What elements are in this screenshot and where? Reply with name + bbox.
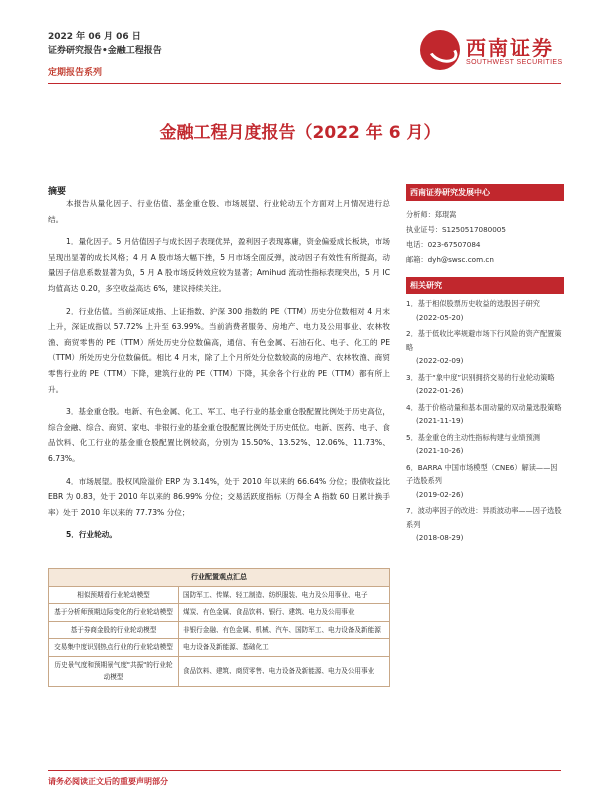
related-date: (2019-02-26) [416, 489, 464, 499]
table-cell-industries: 电力设备及新能源、基础化工 [179, 639, 390, 657]
related-title: 4．基于价格动量和基本面动量的双动量选股策略 [406, 402, 562, 412]
related-research-list [406, 297, 564, 545]
related-research-header: 相关研究 [406, 277, 564, 294]
report-date: 2022 年 06 月 06 日 [48, 32, 141, 42]
analyst-phone: 电话：023-67507084 [406, 240, 481, 249]
related-title: 7．波动率因子的改进：异质波动率——因子选股系列 [406, 506, 562, 529]
related-date: (2018-08-29) [416, 533, 464, 542]
list-item[interactable] [406, 504, 564, 545]
table-row [49, 621, 390, 639]
table-cell-industries: 煤炭、有色金属、食品饮料、银行、建筑、电力及公用事业 [179, 604, 390, 622]
related-title: 1．基于相似股票历史收益的选股因子研究 [406, 299, 540, 308]
section-industry-valuation: 2．行业估值。当前深证成指、上证指数、沪深 300 指数的 PE（TTM）历史分位数相对 4 月末上升，深证成指以 57.72% 上升至 63.99%。当前消费者服务、房地产、电力及公用事业、农林牧渔、商贸零售的 PE（TTM）所处历史分位数偏高，通信、有色金属、石油石化、电子、化工的 PE（TTM）所处历史分位数偏低。相比 4 月末，除了上个月所处分位数较高的房地产、农林牧渔、商贸零售行业的 PE（TTM）下降，建筑行业的 PE（TTM）下降，其余各个行业的 PE（TTM）都有所上升。 [48, 306, 390, 394]
abstract-body [48, 196, 390, 549]
table-row [49, 604, 390, 622]
related-date: (2021-10-26) [416, 446, 464, 455]
related-date: (2022-05-20) [416, 312, 464, 322]
abstract-label: 摘要 [48, 187, 67, 197]
related-title: 6．BARRA 中国市场模型（CNE6）解读——因子选股系列 [406, 462, 558, 485]
table-row [49, 656, 390, 686]
section-industry-rotation: 5．行业轮动。 [66, 530, 117, 540]
company-logo [420, 28, 570, 74]
table-cell-industries: 国防军工、传媒、轻工制造、纺织服装、电力及公用事业、电子 [179, 586, 390, 604]
list-item[interactable] [406, 327, 564, 368]
logo-name: 西南证券 [466, 36, 554, 60]
table-cell-industries: 非银行金融、有色金属、机械、汽车、国防军工、电力设备及新能源 [179, 621, 390, 639]
sidebar [406, 184, 564, 548]
abstract-intro: 本报告从量化因子、行业估值、基金重仓股、市场展望、行业轮动五个方面对上月情况进行总结。 [48, 199, 390, 224]
related-title: 5．基金重仓的主动性指标构建与业绩预测 [406, 432, 540, 442]
logo-english-name: SOUTHWEST SECURITIES [466, 59, 563, 66]
industry-config-table [48, 568, 390, 687]
list-item[interactable] [406, 431, 564, 458]
research-center-header: 西南证券研究发展中心 [406, 184, 564, 201]
related-date: (2022-02-09) [416, 356, 464, 365]
section-market-outlook: 4．市场展望。股权风险溢价 ERP 为 3.14%，处于 2010 年以来的 66.64% 分位；股债收益比 EBR 为 0.83，处于 2010 年以来的 86.99% 分位；交易活跃度指标（万得全 A 指数 60 日累计换手率）处于 2010 年以来的 77.73% 分位； [48, 476, 390, 517]
header-divider [48, 83, 561, 84]
analyst-name: 分析师：郑琨嵩 [406, 210, 457, 219]
report-title: 金融工程月度报告（2022 年 6 月） [159, 123, 441, 143]
analyst-cert: 执业证号：S1250517080005 [406, 225, 506, 234]
list-item[interactable] [406, 461, 564, 502]
table-cell-model: 基于券商金股的行业轮动模型 [49, 621, 179, 639]
header-info [48, 30, 162, 80]
list-item[interactable] [406, 371, 564, 398]
table-cell-model: 交易集中度识别热点行业的行业轮动模型 [49, 639, 179, 657]
related-date: (2022-01-26) [416, 386, 464, 395]
related-title: 2．基于低收比率规避市场下行风险的资产配置策略 [406, 329, 562, 352]
list-item[interactable] [406, 297, 564, 324]
analyst-email[interactable]: 邮箱：dyh@swsc.com.cn [406, 255, 494, 264]
analyst-info [406, 207, 564, 267]
table-cell-industries: 食品饮料、建筑、商贸零售、电力设备及新能源、电力及公用事业 [179, 656, 390, 686]
footer-disclaimer: 请务必阅读正文后的重要声明部分 [48, 777, 168, 786]
report-category: 证券研究报告•金融工程报告 [48, 46, 162, 56]
logo-mark-icon [420, 30, 460, 70]
table-title: 行业配置观点汇总 [49, 569, 390, 587]
footer-divider [48, 770, 561, 771]
list-item[interactable] [406, 401, 564, 428]
report-series: 定期报告系列 [48, 68, 103, 78]
table-cell-model: 基于分析师预期边际变化的行业轮动模型 [49, 604, 179, 622]
related-date: (2021-11-19) [416, 416, 464, 425]
related-title: 3．基于“象中度”识别拥挤交易的行业轮动策略 [406, 372, 555, 382]
section-fund-holdings: 3．基金重仓股。电新、有色金属、化工、军工、电子行业的基金重仓股配置比例处于历史高位，综合金融、综合、商贸、家电、非银行业的基金重仓股配置比例处于历史低位。电新、医药、电子、食品饮料、化工行业的基金重仓股配置比例较高，分别为 15.50%、13.52%、12.06%、11.73%、6.73%。 [48, 407, 390, 463]
table-cell-model: 历史景气度和预期景气度"共振"的行业轮动模型 [49, 656, 179, 686]
table-cell-model: 相似预期看行业轮动模型 [49, 586, 179, 604]
section-quant-factor: 1．量化因子。5 月估值因子与成长因子表现优异，盈利因子表现寡庸，资金偏爱成长板块，市场呈现出显著的成长风格；4 月 A 股市场大幅下挫，5 月市场全面反弹，波动因子有效性有所提高，动量因子信息系数显著为负，5 月 A 股市场反转效应较为显著；Amihud 流动性指标表现突出，5 月 IC 均值高达 0.20，多空收益高达 6%，建议持续关注。 [48, 237, 390, 293]
table-row [49, 586, 390, 604]
table-row [49, 639, 390, 657]
